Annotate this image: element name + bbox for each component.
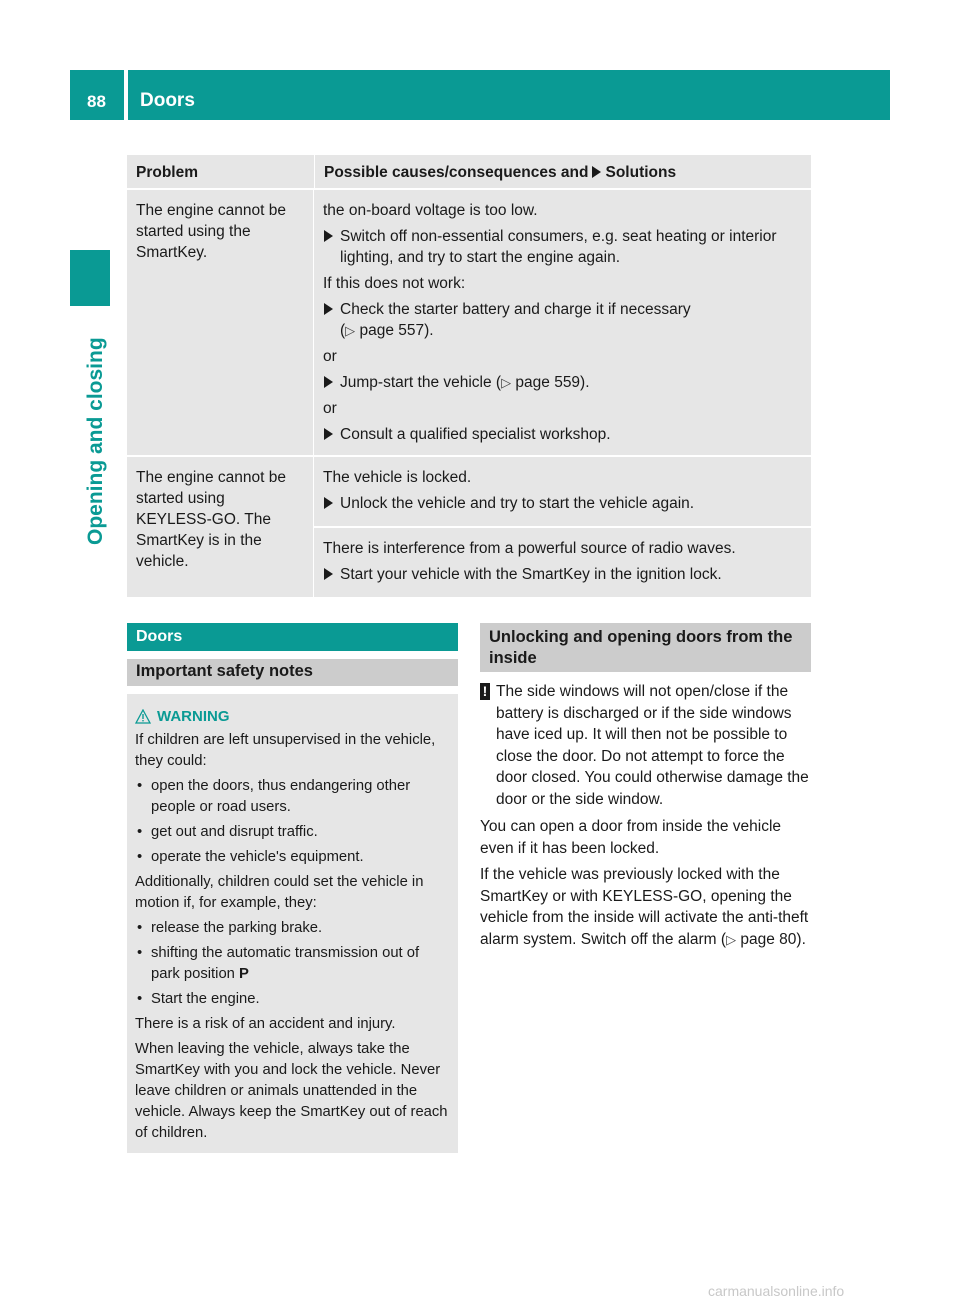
page-reference-icon: ▷: [501, 375, 512, 390]
cause-text: There is interference from a powerful source of radio waves.: [323, 540, 736, 557]
problem-cell: The engine cannot be started using KEYLESS-GO. The SmartKey is in the vehicle.: [127, 457, 314, 597]
list-item-text: open the doors, thus endangering other people or road users.: [151, 778, 411, 815]
warning-box: [127, 694, 458, 1153]
bullet-icon: •: [137, 778, 143, 794]
sidebar-marker: [70, 250, 110, 306]
bullet-icon: •: [137, 849, 143, 865]
step-text: Switch off non-essential consumers, e.g. seat heating or interior lighting, and try to start the engine again.: [340, 228, 777, 266]
action-arrow-icon: [324, 428, 333, 440]
page-number: 88: [70, 70, 124, 120]
list-item: [135, 822, 450, 843]
action-arrow-icon: [324, 376, 333, 388]
or-text: or: [323, 400, 337, 417]
action-arrow-icon: [324, 497, 333, 509]
warning-paragraph: When leaving the vehicle, always take the SmartKey with you and lock the vehicle. Never leave children or animals unattended in the vehicle. Always keep the SmartKey out of reach of children.: [135, 1041, 448, 1141]
gear-position: P: [239, 966, 249, 982]
action-arrow-icon: [324, 568, 333, 580]
note-text: The side windows will not open/close if the battery is discharged or if the side windows have iced up. It will then not be possible to close the door. Do not attempt to force the door closed. You could otherwise damage the door or the side window.: [496, 683, 809, 808]
bullet-icon: •: [137, 991, 143, 1007]
page-reference[interactable]: page 557).: [359, 322, 434, 339]
bullet-icon: •: [137, 920, 143, 936]
list-item-text: get out and disrupt traffic.: [151, 824, 318, 840]
problem-cell: The engine cannot be started using the SmartKey.: [127, 190, 314, 455]
solution-step: [323, 226, 802, 268]
warning-intro: If children are left unsupervised in the vehicle, they could:: [135, 732, 436, 769]
page-reference-icon: ▷: [345, 323, 356, 338]
list-item: [135, 918, 450, 939]
list-item-text: shifting the automatic transmission out of park position: [151, 945, 420, 982]
bullet-icon: •: [137, 824, 143, 840]
section-title: Unlocking and opening doors from the inside: [480, 623, 811, 672]
step-text: Jump-start the vehicle (: [340, 374, 502, 391]
list-item-text: operate the vehicle's equipment.: [151, 849, 364, 865]
subsection-title: Important safety notes: [127, 659, 458, 686]
exclamation-icon: !: [480, 683, 490, 700]
warning-paragraph: There is a risk of an accident and injury.: [135, 1016, 396, 1032]
warning-label: WARNING: [157, 708, 230, 725]
action-arrow-icon: [592, 166, 601, 178]
list-item-text: Start the engine.: [151, 991, 260, 1007]
table-header-row: [127, 155, 811, 190]
list-item-text: release the parking brake.: [151, 920, 323, 936]
or-text: or: [323, 348, 337, 365]
troubleshooting-table: [127, 155, 811, 597]
page-reference-icon: ▷: [726, 931, 737, 947]
step-text: Start your vehicle with the SmartKey in the ignition lock.: [340, 566, 722, 583]
warning-heading: [135, 706, 450, 727]
section-title: Doors: [127, 623, 458, 651]
col-header-solutions-text: Possible causes/consequences and: [324, 164, 589, 181]
action-arrow-icon: [324, 303, 333, 315]
page-reference[interactable]: page 559).: [515, 374, 590, 391]
action-arrow-icon: [324, 230, 333, 242]
solution-block: [314, 457, 811, 526]
cause-text: The vehicle is locked.: [323, 469, 472, 486]
solution-step: [323, 564, 802, 585]
col-header-problem: Problem: [127, 155, 314, 188]
paragraph-text: If the vehicle was previously locked with the SmartKey or with KEYLESS-GO, opening the vehicle from the inside will activate the anti-theft alarm system. Switch off the alarm (: [480, 866, 809, 948]
step-text: Consult a qualified specialist workshop.: [340, 426, 611, 443]
watermark: carmanualsonline.info: [708, 1283, 845, 1299]
list-item: [135, 989, 450, 1010]
body-paragraph: [480, 864, 811, 950]
sidebar-chapter-label: Opening and closing: [84, 337, 107, 545]
table-row: [127, 190, 811, 457]
note-block: [480, 681, 811, 810]
warning-triangle-icon: [135, 709, 151, 724]
solution-step: Check the starter battery and charge it if necessary (▷ page 557).: [323, 299, 802, 341]
list-item: [135, 847, 450, 868]
unlocking-section: [480, 623, 811, 955]
bullet-icon: •: [137, 945, 143, 961]
solution-step: [323, 372, 802, 393]
cause-text: the on-board voltage is too low.: [323, 202, 538, 219]
solution-block: [314, 526, 811, 597]
condition-text: If this does not work:: [323, 275, 466, 292]
solution-cell: [314, 457, 811, 597]
list-item: [135, 943, 450, 985]
page-reference[interactable]: page 80).: [740, 930, 806, 948]
col-header-solutions: [314, 155, 811, 188]
solution-step: [323, 493, 802, 514]
solution-block: [314, 190, 811, 455]
page-title: Doors: [128, 70, 890, 120]
solution-step: [323, 424, 802, 445]
body-paragraph: You can open a door from inside the vehicle even if it has been locked.: [480, 818, 782, 857]
table-row: [127, 457, 811, 597]
col-header-solutions-word: Solutions: [605, 164, 677, 181]
warning-paragraph: Additionally, children could set the vehicle in motion if, for example, they:: [135, 874, 424, 911]
list-item: [135, 776, 450, 818]
step-text: Unlock the vehicle and try to start the vehicle again.: [340, 495, 695, 512]
solution-cell: [314, 190, 811, 455]
step-text: Check the starter battery and charge it if necessary: [340, 301, 691, 318]
doors-section: [127, 623, 458, 1153]
